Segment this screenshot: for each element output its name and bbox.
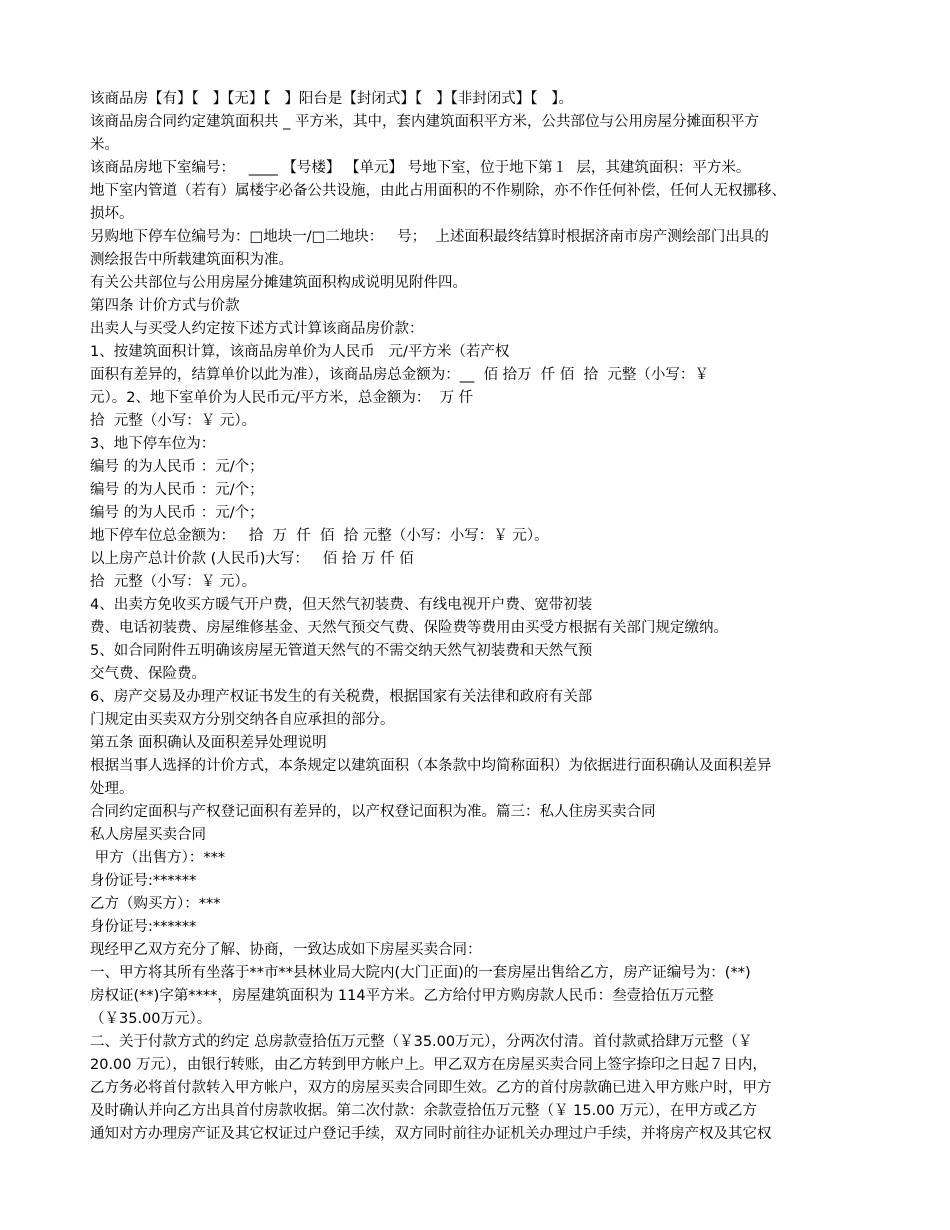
text-line: 面积有差异的，结算单价以此为准），该商品房总金额为：__ 佰 拾万 仟 佰 拾 元整（小写：￥ bbox=[90, 367, 709, 383]
text-line: 该商品房合同约定建筑面积共 _ 平方米，其中，套内建筑面积平方米，公共部位与公用房屋分摊面积平方 bbox=[90, 114, 759, 130]
text-line: 甲方（出售方）：*** bbox=[90, 850, 226, 866]
text-line: 米。 bbox=[90, 137, 119, 153]
text-line: 元）。2、地下室单价为人民币元/平方米，总金额为： 万 仟 bbox=[90, 390, 474, 406]
text-line: 出卖人与买受人约定按下述方式计算该商品房价款： bbox=[90, 321, 424, 337]
text-line: 第五条 面积确认及面积差异处理说明 bbox=[90, 735, 327, 751]
text-line: 费、电话初装费、房屋维修基金、天然气预交气费、保险费等费用由买受方根据有关部门规定缴纳。 bbox=[90, 620, 728, 636]
text-line: 5、如合同附件五明确该房屋无管道天然气的不需交纳天然气初装费和天然气预 bbox=[90, 643, 593, 659]
text-line: 现经甲乙双方充分了解、协商，一致达成如下房屋买卖合同： bbox=[90, 942, 482, 958]
text-line: 该商品房地下室编号： ____ 【号楼】 【单元】 号地下室，位于地下第１ 层，其建筑面积：平方米。 bbox=[90, 160, 751, 176]
text-line: 交气费、保险费。 bbox=[90, 666, 206, 682]
text-line: 乙方（购买方）：*** bbox=[90, 896, 221, 912]
text-line: 另购地下停车位编号为：□地块一/□二地块： 号； 上述面积最终结算时根据济南市房产测绘部门出具的 bbox=[90, 229, 769, 245]
text-line: 通知对方办理房产证及其它权证过户登记手续，双方同时前往办证机关办理过户手续，并将房产权及其它权 bbox=[90, 1126, 772, 1142]
text-line: 一、甲方将其所有坐落于**市**县林业局大院内(大门正面)的一套房屋出售给乙方，房产证编号为：(**) bbox=[90, 965, 751, 981]
text-line: 1、按建筑面积计算，该商品房单价为人民币 元/平方米（若产权 bbox=[90, 344, 510, 360]
text-line: 身份证号:****** bbox=[90, 873, 197, 889]
text-line: 编号 的为人民币 ：元/个； bbox=[90, 459, 264, 475]
text-line: 处理。 bbox=[90, 781, 134, 797]
text-line: 及时确认并向乙方出具首付房款收据。第二次付款：余款壹拾伍万元整（￥ 15.00 万元），在甲方或乙方 bbox=[90, 1103, 757, 1119]
text-line: 以上房产总计价款 (人民币)大写： 佰 拾 万 仟 佰 bbox=[90, 551, 414, 567]
text-line: 二、关于付款方式的约定 总房款壹拾伍万元整（￥35.00万元），分两次付清。首付款贰拾肆万元整（￥ bbox=[90, 1034, 753, 1050]
text-line: 20.00 万元），由银行转账，由乙方转到甲方帐户上。甲乙双方在房屋买卖合同上签字捺印之日起７日内， bbox=[90, 1057, 767, 1073]
text-line: 私人房屋买卖合同 bbox=[90, 827, 206, 843]
text-line: 门规定由买卖双方分别交纳各自应承担的部分。 bbox=[90, 712, 395, 728]
text-line: 损坏。 bbox=[90, 206, 134, 222]
text-line: 有关公共部位与公用房屋分摊建筑面积构成说明见附件四。 bbox=[90, 275, 467, 291]
text-line: 3、地下停车位为： bbox=[90, 436, 216, 452]
text-line: 地下室内管道（若有）属楼宇必备公共设施，由此占用面积的不作剔除，亦不作任何补偿，任何人无权挪移、 bbox=[90, 183, 786, 199]
text-line: 编号 的为人民币 ：元/个； bbox=[90, 482, 264, 498]
text-line: 拾 元整（小写：￥ 元）。 bbox=[90, 413, 257, 429]
text-line: 编号 的为人民币 ：元/个； bbox=[90, 505, 264, 521]
text-line: 合同约定面积与产权登记面积有差异的，以产权登记面积为准。篇三：私人住房买卖合同 bbox=[90, 804, 656, 820]
text-line: 第四条 计价方式与价款 bbox=[90, 298, 240, 314]
text-line: 6、房产交易及办理产权证书发生的有关税费，根据国家有关法律和政府有关部 bbox=[90, 689, 593, 705]
text-line: （￥35.00万元）。 bbox=[90, 1011, 212, 1027]
document-body bbox=[90, 88, 870, 1146]
text-line: 房权证(**)字第****，房屋建筑面积为 114平方米。乙方给付甲方购房款人民币：叁壹拾伍万元整 bbox=[90, 988, 714, 1004]
text-line: 该商品房【有】【 】【无】【 】阳台是【封闭式】【 】【非封闭式】【 】。 bbox=[90, 91, 574, 107]
text-line: 4、出卖方免收买方暖气开户费，但天然气初装费、有线电视开户费、宽带初装 bbox=[90, 597, 593, 613]
text-line: 乙方务必将首付款转入甲方帐户，双方的房屋买卖合同即生效。乙方的首付房款确已进入甲方账户时，甲方 bbox=[90, 1080, 772, 1096]
text-line: 地下停车位总金额为： 拾 万 仟 佰 拾 元整（小写：小写：￥ 元）。 bbox=[90, 528, 549, 544]
text-line: 拾 元整（小写：￥ 元）。 bbox=[90, 574, 257, 590]
text-line: 测绘报告中所载建筑面积为准。 bbox=[90, 252, 293, 268]
text-line: 根据当事人选择的计价方式，本条规定以建筑面积（本条款中均简称面积）为依据进行面积确认及面积差异 bbox=[90, 758, 772, 774]
text-line: 身份证号:****** bbox=[90, 919, 197, 935]
